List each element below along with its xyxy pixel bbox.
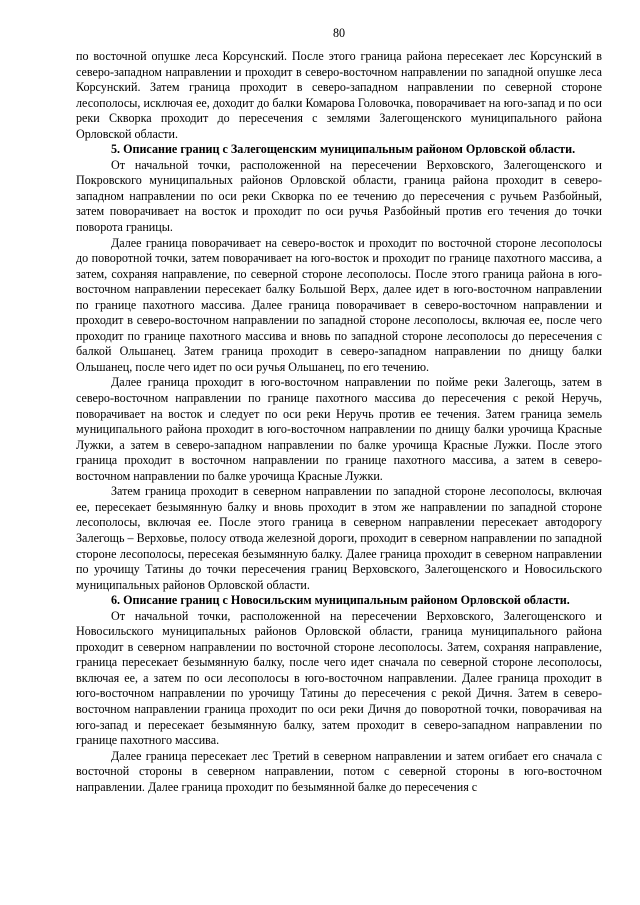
document-page: [76, 26, 602, 896]
paragraph-zalegoshchensky-start: От начальной точки, расположенной на пересечении Верховского, Залегощенского и Покровского муниципальных районов Орловской области, граница района проходит в северо-западном направлении по оси реки Скворка по ее течению до пересечения с ручьем Разбойный, затем поворачивает на восток и проходит по оси ручья Разбойный против его течения до точки поворота границы.: [76, 157, 602, 235]
paragraph-olshanets: Далее граница поворачивает на северо-восток и проходит по восточной стороне лесополосы до поворотной точки, затем поворачивает на юго-восток и проходит по границе пахотного массива, а затем, сохраняя направление, по северной стороне лесополосы. После этого граница района в юго-восточном направлении пересекает балку Большой Верх, далее идет в юго-восточном направлении по границе пахотного массива. Далее граница поворачивает в северо-восточном направлении и проходит в северо-восточном направлении по западной стороне лесополосы, включая ее, после чего проходит по границе пахотного массива и вновь по западной стороне лесополосы до пересечения с балкой Ольшанец. Затем граница проходит в северо-западном направлении по днищу балки Ольшанец, после чего идет по оси ручья Ольшанец, по его течению.: [76, 235, 602, 374]
paragraph-krasnye-luzhki: Далее граница проходит в юго-восточном направлении по пойме реки Залегощь, затем в северо-восточном направлении по границе пахотного массива до пересечения с рекой Неручь, поворачивает на восток и следует по оси реки Неручь против ее течения. Затем граница земель муниципального района проходит в юго-восточном направлении по днищу балки урочища Красные Лужки, а затем в северо-западном направлении по балке урочища Красные Лужки. После этого граница проходит в восточном направлении по границе пахотного массива, а затем в северо-восточном направлении по балке урочища Красные Лужки.: [76, 375, 602, 483]
section-heading-novosilsky: 6. Описание границ с Новосильским муниципальным районом Орловской области.: [111, 593, 570, 608]
paragraph-novosilsky-start: От начальной точки, расположенной на пересечении Верховского, Залегощенского и Новосильского муниципальных районов Орловской области, граница муниципального района проходит в северном направлении по восточной стороне лесополосы. Затем, сохраняя направление, граница пересекает безымянную балку, после чего идет сначала по северной стороне лесополосы, включая ее, а затем по оси лесополосы в юго-восточном направлении. Далее граница проходит в юго-восточном направлении по урочищу Татины до пересечения с рекой Дичня. Затем в северо-восточном направлении граница проходит по оси реки Дичня до поворотной точки, поворачивая на юго-запад и пересекает безымянную балку, затем проходит в северо-западном направлении по границе пахотного массива.: [76, 608, 602, 748]
section-heading-zalegoshchensky: 5. Описание границ с Залегощенским муниципальным районом Орловской области.: [111, 142, 576, 157]
page-number: 80: [332, 26, 346, 40]
paragraph-korsunsky: по восточной опушке леса Корсунский. После этого граница района пересекает лес Корсунский в северо-западном направлении и проходит в северо-восточном направлении по западной опушке леса Корсунский. Затем граница проходит в северо-западном направлении по северной стороне лесополосы, исключая ее, доходит до балки Комарова Головочка, поворачивает на юго-запад и по оси реки Скворка проходит до пересечения с землями Залегощенского муниципального района Орловской области.: [76, 49, 602, 141]
paragraph-tatiny: Затем граница проходит в северном направлении по западной стороне лесополосы, включая ее, пересекает безымянную балку и вновь проходит в этом же направлении по западной стороне лесополосы, включая ее. После этого граница в северном направлении пересекает автодорогу Залегощь – Верховье, полосу отвода железной дороги, проходит в северном направлении по западной стороне лесополосы, пересекая безымянную балку. Далее граница проходит в северном направлении по урочищу Татины до точки пересечения границ Верховского, Залегощенского и Новосильского муниципальных районов Орловской области.: [76, 484, 602, 592]
paragraph-les-tretiy: Далее граница пересекает лес Третий в северном направлении и затем огибает его сначала с восточной стороны в северном направлении, потом с северной стороны в юго-восточном направлении. Далее граница проходит по безымянной балке до пересечения с: [76, 748, 602, 794]
